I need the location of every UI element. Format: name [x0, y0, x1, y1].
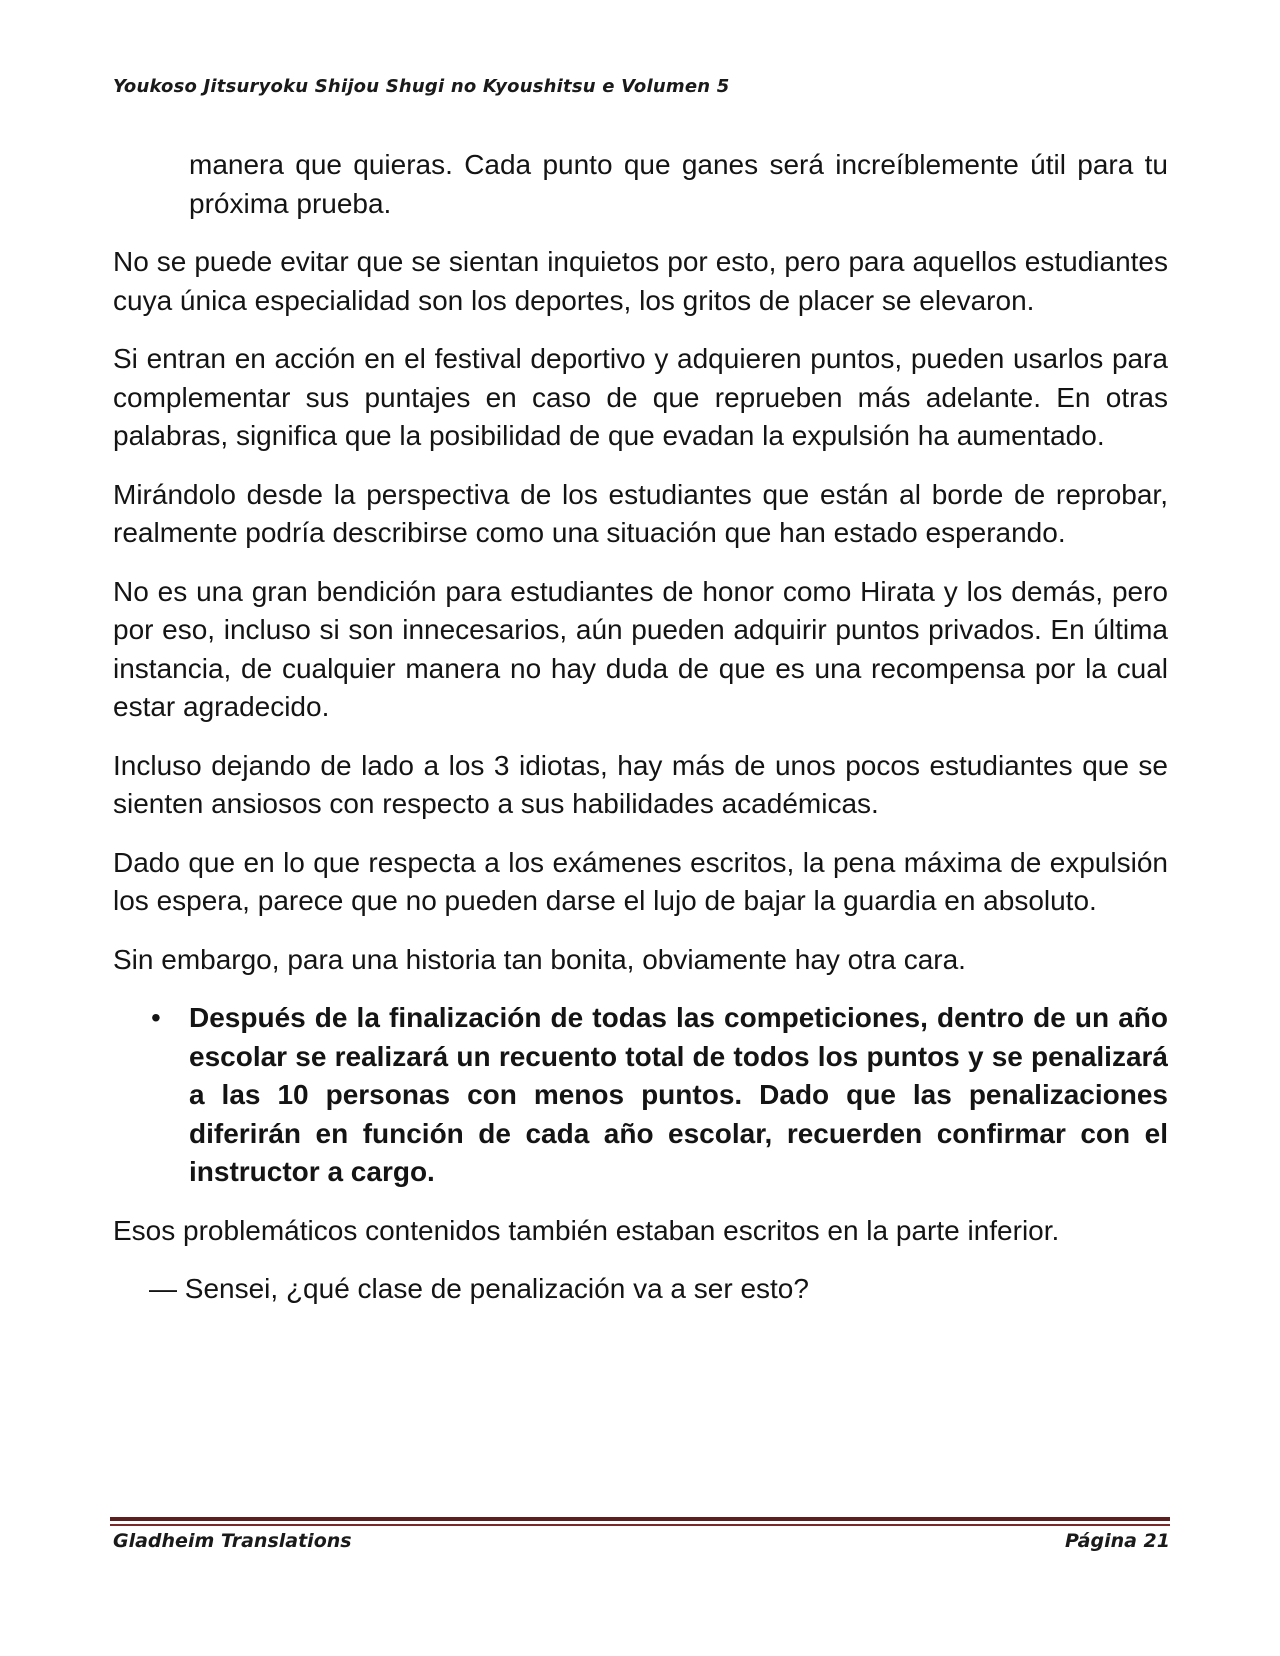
running-header: Youkoso Jitsuryoku Shijou Shugi no Kyoushitsu e Volumen 5: [113, 76, 730, 97]
paragraph: Si entran en acción en el festival deportivo y adquieren puntos, pueden usarlos para complementar sus puntajes en caso de que reprueben más adelante. En otras palabras, significa que la posibilidad de que evadan la expulsión ha aumentado.: [113, 343, 1168, 451]
paragraph: No es una gran bendición para estudiantes de honor como Hirata y los demás, pero por eso, incluso si son innecesarios, aún pueden adquirir puntos privados. En última instancia, de cualquier manera no hay duda de que es una recompensa por la cual estar agradecido.: [113, 575, 1168, 722]
paragraph: Esos problemáticos contenidos también estaban escritos en la parte inferior.: [113, 1214, 1060, 1246]
bullet-item: [113, 999, 1168, 1192]
paragraph: Dado que en lo que respecta a los exámenes escritos, la pena máxima de expulsión los espera, parece que no pueden darse el lujo de bajar la guardia en absoluto.: [113, 846, 1168, 916]
bullet-text: Después de la finalización de todas las competiciones, dentro de un año escolar se realizará un recuento total de todos los puntos y se penalizará a las 10 personas con menos puntos. Dado que las penalizaciones diferirán en función de cada año escolar, recuerden confirmar con el instructor a cargo.: [189, 1002, 1168, 1187]
footer-rule-thin: [110, 1524, 1170, 1526]
paragraph-continued: manera que quieras. Cada punto que ganes será increíblemente útil para tu próxima prueba.: [189, 149, 1168, 219]
footer-rule-thick: [110, 1517, 1170, 1521]
dialogue-line: — Sensei, ¿qué clase de penalización va a ser esto?: [149, 1273, 809, 1304]
footer-credit: Gladheim Translations: [113, 1530, 352, 1552]
bullet-dot-icon: •: [151, 1002, 161, 1033]
page-content: [113, 146, 1168, 1329]
paragraph: No se puede evitar que se sientan inquietos por esto, pero para aquellos estudiantes cuya única especialidad son los deportes, los gritos de placer se elevaron.: [113, 246, 1168, 316]
page-number: Página 21: [1064, 1530, 1170, 1552]
paragraph: Sin embargo, para una historia tan bonita, obviamente hay otra cara.: [113, 943, 966, 975]
paragraph: Mirándolo desde la perspectiva de los estudiantes que están al borde de reprobar, realmente podría describirse como una situación que han estado esperando.: [113, 478, 1168, 548]
paragraph: Incluso dejando de lado a los 3 idiotas, hay más de unos pocos estudiantes que se sienten ansiosos con respecto a sus habilidades académicas.: [113, 749, 1168, 819]
